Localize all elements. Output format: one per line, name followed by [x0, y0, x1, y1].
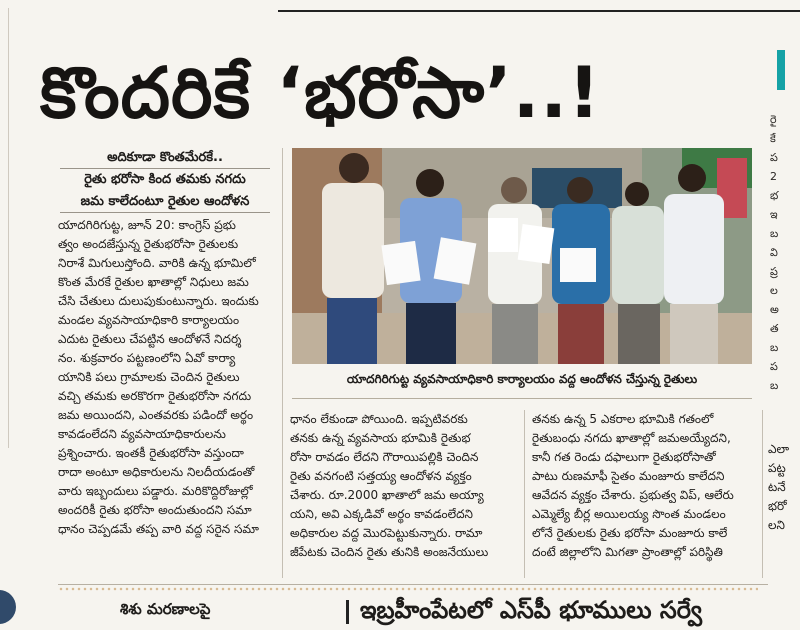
text-line: రాదా అంటూ అధికారులను నిలదీయడంతో [58, 465, 255, 479]
text-line: త [770, 322, 779, 335]
column-divider [8, 8, 9, 448]
dotted-divider [58, 586, 758, 592]
photo-farmers-protest [292, 148, 752, 364]
text-line: భరో [768, 499, 787, 513]
subhead-1: అదికూడా కొంతమేరకే.. [107, 150, 223, 165]
column-separator [762, 410, 763, 578]
text-line: రై [770, 113, 777, 126]
text-line: టనే [768, 480, 786, 494]
photo-caption: యాదగిరిగుట్ట వ్యవసాయాధికారి కార్యాలయం వద్ద ఆందోళన చేస్తున్న రైతులు [346, 372, 698, 386]
text-line: భ [770, 189, 779, 202]
text-line: బ [770, 341, 779, 354]
text-line: ఆవేదన వ్యక్తం చేశారు. ప్రభుత్వ విప్, ఆలేరు [532, 488, 734, 502]
headline: కొందరికే ‘భరోసా’..! [40, 52, 601, 134]
text-line: వి [770, 246, 778, 259]
text-line: చేసి చేతులు దులుపుకుంటున్నారు. ఇందుకు [58, 294, 259, 308]
text-line: ఎదుట రైతులు చేపట్టిన ఆందోళనే నిదర్శ [58, 332, 242, 346]
text-line: అందరికీ రైతు భరోసా అందుతుందని సమా [58, 503, 252, 517]
text-line: రైతుబంధు నగదు ఖాతాల్లో జమఅయ్యేదని, [532, 431, 731, 445]
headline-divider [346, 600, 349, 624]
text-line: పట్ట [768, 461, 786, 475]
text-line: త్వం అందజేస్తున్న రైతుభరోసా రైతులకు [58, 237, 239, 251]
column-separator [524, 410, 525, 578]
text-line: ప్ర [770, 265, 778, 278]
text-line: కావడంలేదని వ్యవసాయాధికారులను [58, 427, 226, 441]
article-column-3 [532, 410, 760, 562]
text-line: పాటు రుణమాఫీ సైతం మంజూరు కాలేదని [532, 469, 725, 483]
article-column-2 [290, 410, 518, 562]
text-line: ప్రశ్నించారు. ఇంతకీ రైతుభరోసా వస్తుందా [58, 446, 244, 460]
text-line: ప [770, 151, 778, 164]
text-line: కానీ గత రెండు దఫాలుగా రైతుభరోసాతో [532, 450, 716, 464]
text-line: యాదగిరిగుట్ట, జూన్ 20: కాంగ్రెస్ ప్రభు [58, 218, 236, 232]
text-line: ధానం చెప్పడమే తప్ప వారి వద్ద సరైన సమా [58, 522, 259, 536]
subhead-2: రైతు భరోసా కింద తమకు నగదు [84, 172, 246, 187]
text-line: జమ అయిందని, ఎంతవరకు పడిందో అర్థం [58, 408, 254, 422]
text-line: యానికి పలు గ్రామాలకు చెందిన రైతులు [58, 370, 240, 384]
subhead-divider [60, 212, 270, 213]
article-column-1 [58, 216, 276, 539]
text-line: నం. శుక్రవారం పట్టణంలోని ఏవో కార్యా [58, 351, 236, 365]
text-line: రోసా రావడం లేదని గౌరాయిపల్లికి చెందిన [290, 450, 479, 464]
section-marker [777, 50, 785, 90]
text-line: వచ్చి తమకు అరకొరగా రైతుభరోసా నగదు [58, 389, 252, 403]
text-line: రైతు వనగంటి సత్తయ్య ఆందోళన వ్యక్తం [290, 469, 472, 483]
text-line: తనకు ఉన్న వ్యవసాయ భూమికి రైతుభ [290, 431, 471, 445]
text-line: బ [770, 379, 779, 392]
text-line: జీపేటకు చెందిన రైతు తునికి అంజనేయులు [290, 545, 489, 559]
next-headline-left: శిశు మరణాలపై [120, 600, 211, 618]
text-line: మండల వ్యవసాయాధికారి కార్యాలయం [58, 313, 240, 327]
text-line: యని, అవి ఎక్కడివో అర్థం కావడంలేదని [290, 507, 473, 521]
text-line: దంటే జిల్లాలోని మిగతా ప్రాంతాల్లో పరిస్థితి [532, 545, 723, 559]
text-line: తనకు ఉన్న 5 ఎకరాల భూమికి గతంలో [532, 412, 714, 426]
text-line: కొంత మేరకే రైతుల ఖాతాల్లో నిధులు జమ [58, 275, 249, 289]
text-line: చేశారు. రూ.2000 ఖాతాలో జమ అయ్యా [290, 488, 484, 502]
text-line: లోనే రైతులకు రైతు భరోసా మంజూరు కాలే [532, 526, 728, 540]
text-line: ఎలా [768, 442, 790, 456]
text-line: నిరాశే మిగులుస్తోంది. వారికి ఉన్న భూమిలో [58, 256, 256, 270]
text-line: 2 [770, 170, 777, 183]
text-line: ఇ [770, 208, 778, 221]
next-headline-right: ఇబ్రహీంపేటలో ఎస్‌పీ భూములు సర్వే [360, 596, 702, 624]
adjacent-article-bottom-right [768, 440, 800, 535]
subhead-divider [60, 168, 270, 169]
circle-ornament [0, 590, 16, 624]
text-line: వారు ఇబ్బందులు పడ్డారు. మరికొద్దిరోజుల్లో [58, 484, 253, 498]
text-line: బ [770, 227, 779, 240]
text-line: ప [770, 360, 778, 373]
text-line: లని [768, 518, 785, 532]
news-photo [292, 148, 752, 364]
text-line: ల [770, 284, 778, 297]
text-line: అ [770, 303, 779, 316]
text-line: అధికారుల వద్ద మొరపెట్టుకున్నారు. రామా [290, 526, 483, 540]
text-line: ధానం లేకుండా పోయింది. ఇప్పటివరకు [290, 412, 468, 426]
top-rule [278, 10, 800, 12]
text-line: ఎమ్మెల్యే బీర్ల అయిలయ్య సొంత మండలం [532, 507, 726, 521]
subhead-3: జమ కాలేదంటూ రైతుల ఆందోళన [80, 194, 250, 209]
adjacent-article-right [770, 110, 800, 440]
column-separator [282, 148, 283, 578]
text-line: కే [770, 132, 776, 145]
bottom-rule [58, 584, 768, 585]
